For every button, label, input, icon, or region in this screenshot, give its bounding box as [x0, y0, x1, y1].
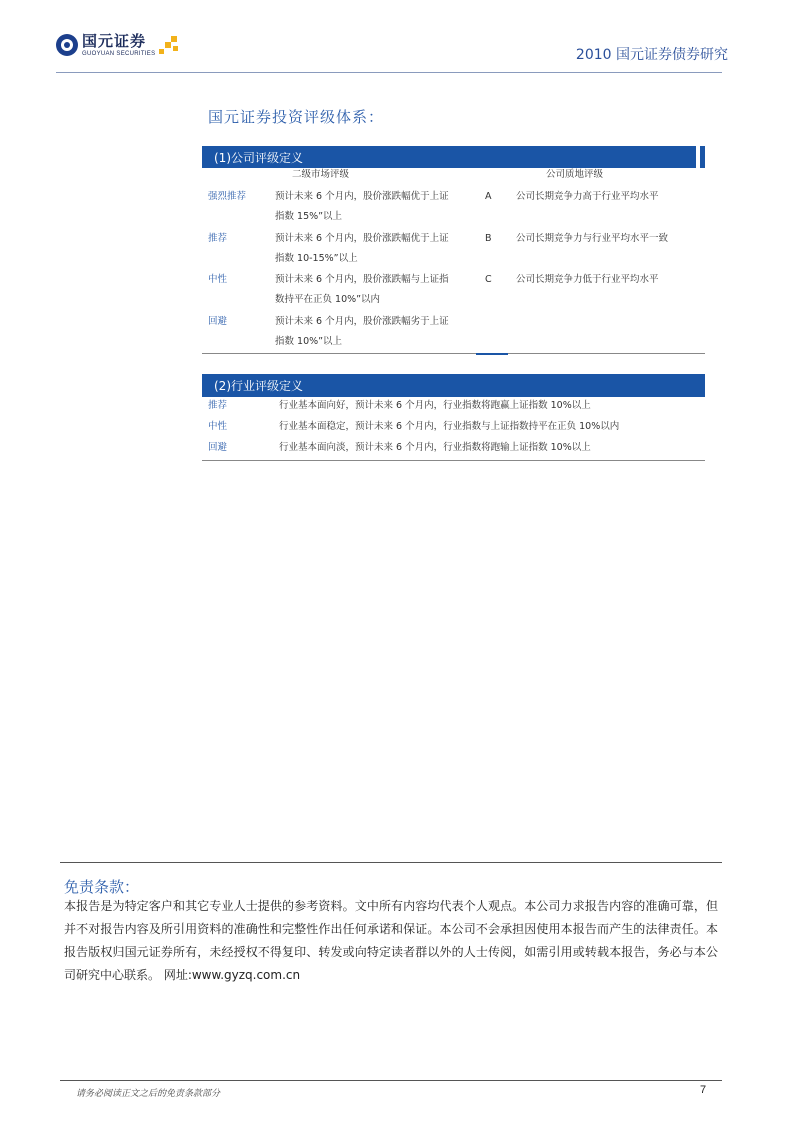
- logo-mark-icon: [56, 34, 78, 56]
- row-desc: 行业基本面向好，预计未来 6 个月内，行业指数将跑赢上证指数 10%以上: [279, 400, 591, 411]
- disclaimer-divider: [60, 862, 722, 863]
- section-title: 国元证券投资评级体系：: [208, 108, 385, 126]
- logo-name-en: GUOYUAN SECURITIES: [82, 50, 156, 57]
- company-table-title-bar: [202, 146, 696, 168]
- row-rating: 推荐: [208, 400, 228, 411]
- title-bar-stub: [700, 146, 705, 168]
- row-desc: 行业基本面稳定，预计未来 6 个月内，行业指数与上证指数持平在正负 10%以内: [279, 421, 620, 432]
- page-number: 7: [700, 1084, 707, 1096]
- row-desc: 行业基本面向淡，预计未来 6 个月内，行业指数将跑输上证指数 10%以上: [279, 442, 591, 453]
- row-rating: 中性: [208, 274, 228, 285]
- logo-squares-icon: [159, 34, 181, 56]
- logo-name-cn: 国元证券: [82, 31, 147, 50]
- row-quality: 公司长期竞争力高于行业平均水平: [516, 191, 659, 202]
- row-rating: 强烈推荐: [208, 191, 247, 202]
- header-title: 2010 国元证券债券研究: [575, 47, 728, 63]
- company-table-bottom-rule: [202, 353, 705, 354]
- industry-table-title: (2)行业评级定义: [214, 378, 303, 393]
- company-logo: [56, 30, 181, 60]
- col-header-quality: 公司质地评级: [546, 169, 604, 180]
- row-market-line2: 指数 10-15%”以上: [275, 253, 358, 264]
- col-header-market: 二级市场评级: [292, 169, 350, 180]
- row-market-line2: 数持平在正负 10%”以内: [275, 294, 381, 305]
- row-market-line1: 预计未来 6 个月内，股价涨跌幅劣于上证: [275, 316, 449, 327]
- row-rating: 推荐: [208, 233, 228, 244]
- row-quality: 公司长期竞争力与行业平均水平一致: [516, 233, 669, 244]
- row-rating: 中性: [208, 421, 228, 432]
- row-market-line1: 预计未来 6 个月内，股价涨跌幅与上证指: [275, 274, 449, 285]
- row-market-line1: 预计未来 6 个月内，股价涨跌幅优于上证: [275, 233, 449, 244]
- row-grade: C: [485, 274, 492, 285]
- row-market-line1: 预计未来 6 个月内，股价涨跌幅优于上证: [275, 191, 449, 202]
- disclaimer-text: 本报告是为特定客户和其它专业人士提供的参考资料。文中所有内容均代表个人观点。本公司力求报告内容的准确可靠，但并不对报告内容及所引用资料的准确性和完整性作出任何承诺和保证。本公司不会承担因使用本报告而产生的法律责任。本报告版权归国元证券所有，未经授权不得复印、转发或向特定读者群以外的人士传阅，如需引用或转载本报告，务必与本公司研究中心联系。 网址:www.gyzq.com.cn: [64, 899, 718, 982]
- rule-accent: [476, 353, 508, 355]
- industry-table-bottom-rule: [202, 460, 705, 461]
- footer-divider: [60, 1080, 722, 1081]
- footer-note: 请务必阅读正文之后的免责条款部分: [76, 1089, 221, 1099]
- row-rating: 回避: [208, 442, 228, 453]
- row-grade: A: [485, 191, 492, 202]
- row-market-line2: 指数 15%”以上: [275, 211, 343, 222]
- company-table-title: (1)公司评级定义: [214, 150, 303, 165]
- industry-table-title-bar: [202, 374, 705, 396]
- row-rating: 回避: [208, 316, 228, 327]
- header-divider: [56, 72, 722, 73]
- row-quality: 公司长期竞争力低于行业平均水平: [516, 274, 659, 285]
- row-market-line2: 指数 10%”以上: [275, 336, 343, 347]
- row-grade: B: [485, 233, 492, 244]
- disclaimer-title: 免责条款：: [64, 878, 140, 896]
